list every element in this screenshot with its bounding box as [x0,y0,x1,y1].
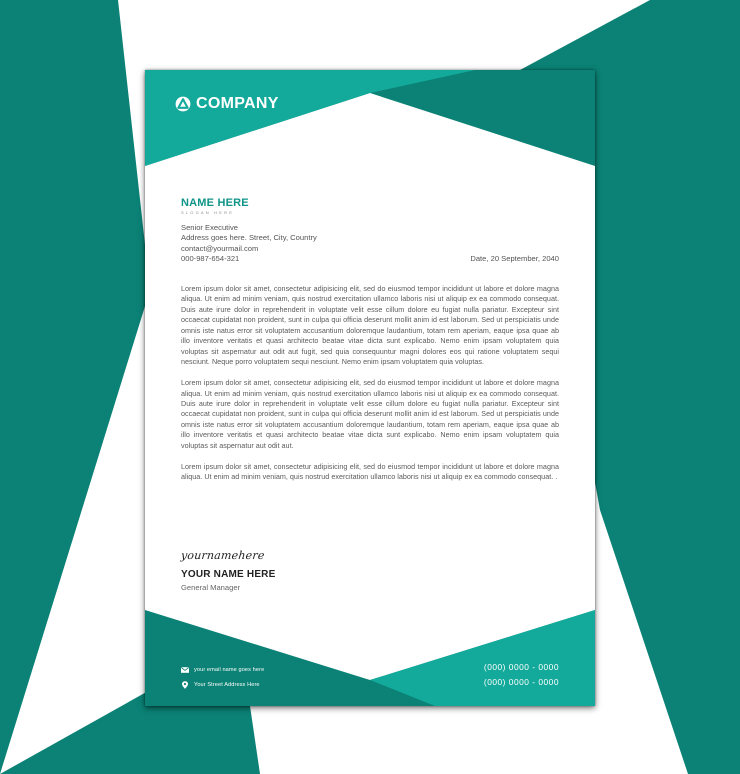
footer-address-row [181,677,264,692]
body-paragraph-1: Lorem ipsum dolor sit amet, consectetur adipisicing elit, sed do eiusmod tempor incididunt ut labore et dolore magna aliqua. Ut enim ad minim veniam, quis nostrud exercitation ullamco laboris nisi ut aliquip ex ea commodo consequat. Duis aute irure dolor in reprehenderit in voluptate velit esse cillum dolore eu fugiat nulla pariatur. Excepteur sint occaecat cupidatat non proident, sunt in culpa qui officia deserunt mollit anim id est laborum. Sed ut perspiciatis unde omnis iste natus error sit voluptatem accusantium doloremque laudantium, totam rem aperiam, eaque ipsa quae ab illo inventore veritatis et quasi architecto beatae vitae dicta sunt explicabo. Nemo enim ipsam voluptatem quia voluptas sit aspernatur aut odit aut fugit, sed quia consequuntur magni dolores eos qui ratione voluptatem sequi nesciunt. Neque porro voluptatem sequi nesciunt. Nemo enim ipsam voluptatem quia voluptas. [181,284,559,367]
footer-band-light [370,610,595,706]
signer-name: YOUR NAME HERE [181,569,276,580]
sender-email: contact@yourmail.com [181,243,259,253]
footer-address: Your Street Address Here [194,681,260,688]
company-name: COMPANY [196,95,279,112]
footer-phone-1: (000) 0000 - 0000 [483,662,559,672]
signature-block [181,546,275,592]
company-logo [175,95,279,113]
triangle-logo-icon [175,96,191,112]
letter-body [181,284,559,493]
location-pin-icon [181,681,189,689]
sender-name: NAME HERE [181,197,249,209]
letter-date: Date, 20 September, 2040 [470,254,559,263]
envelope-icon [181,666,189,674]
letterhead-page [145,70,595,706]
footer-contact [181,662,264,692]
handwritten-signature: yournamehere [180,549,266,562]
body-paragraph-2: Lorem ipsum dolor sit amet, consectetur adipisicing elit, sed do eiusmod tempor incididunt ut labore et dolore magna aliqua. Ut enim ad minim veniam, quis nostrud exercitation ullamco laboris nisi ut aliquip ex ea commodo consequat. Duis aute irure dolor in reprehenderit in voluptate velit esse cillum dolore eu fugiat nulla pariatur. Excepteur sint occaecat cupidatat non proident, sunt in culpa qui officia deserunt mollit anim id est laborum. Sed ut perspiciatis unde omnis iste natus error sit voluptatem accusantium doloremque laudantium, totam rem aperiam, eaque ipsa quae ab illo inventore veritatis et quasi architecto beatae vitae dicta sunt explicabo. Nemo enim ipsam voluptatem quia voluptas sit aspernatur aut odit aut. [181,378,559,450]
sender-address: Address goes here. Street, City, Country [181,233,317,243]
footer-phones [484,660,559,690]
sender-title: Senior Executive [181,223,238,232]
signer-title: General Manager [181,583,241,592]
sender-slogan: SLOGAN HERE [181,210,235,215]
header-band [145,70,595,180]
footer-phone-2: (000) 0000 - 0000 [483,677,559,687]
body-paragraph-3: Lorem ipsum dolor sit amet, consectetur adipisicing elit, sed do eiusmod tempor incididunt ut labore et dolore magna aliqua. Ut enim ad minim veniam, quis nostrud exercitation ullamco laboris nisi ut aliquip ex ea commodo consequat. . [181,461,559,482]
footer-email: your email name goes here [194,666,265,673]
sender-block [181,197,317,265]
sender-phone: 000-987-654-321 [181,254,240,264]
footer-email-row [181,662,264,677]
